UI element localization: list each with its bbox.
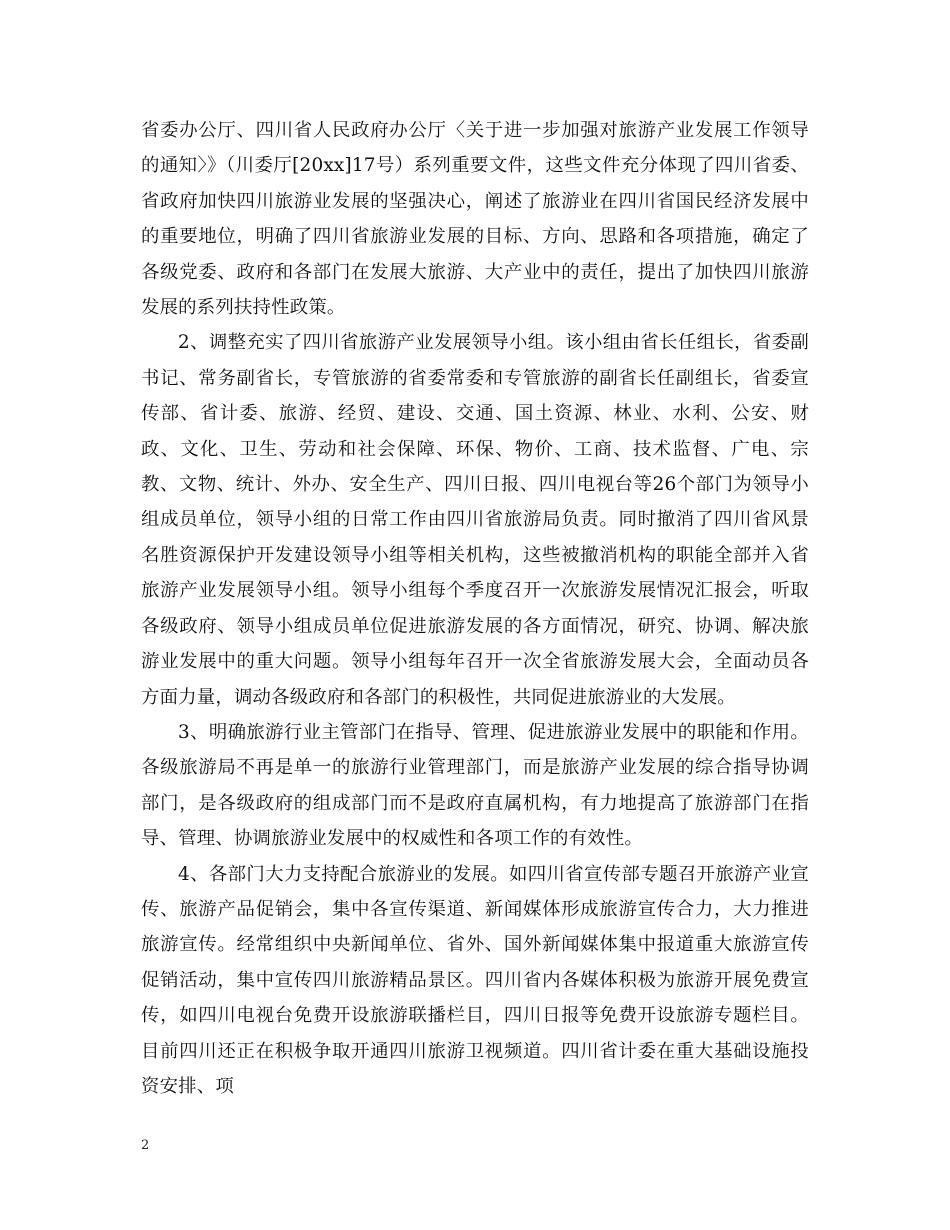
paragraph-department-support: 4、各部门大力支持配合旅游业的发展。如四川省宣传部专题召开旅游产业宣传、旅游产品促销会，集中各宣传渠道、新闻媒体形成旅游宣传合力，大力推进旅游宣传。经常组织中央新闻单位、省外、国外新闻媒体集中报道重大旅游宣传促销活动，集中宣传四川旅游精品景区。四川省内各媒体积极为旅游开展免费宣传，如四川电视台免费开设旅游联播栏目，四川日报等免费开设旅游专题栏目。目前四川还正在积极争取开通四川旅游卫视频道。四川省计委在重大基础设施投资安排、项 [141, 863, 809, 1097]
paragraph-leadership-group: 2、调整充实了四川省旅游产业发展领导小组。该小组由省长任组长，省委副书记、常务副省长，专管旅游的省委常委和专管旅游的副省长任副组长，省委宣传部、省计委、旅游、经贸、建设、交通、国土资源、林业、水利、公安、财政、文化、卫生、劳动和社会保障、环保、物价、工商、技术监督、广电、宗教、文物、统计、外办、安全生产、四川日报、四川电视台等26个部门为领导小组成员单位，领导小组的日常工作由四川省旅游局负责。同时撤消了四川省风景名胜资源保护开发建设领导小组等相关机构，这些被撤消机构的职能全部并入省旅游产业发展领导小组。领导小组每个季度召开一次旅游发展情况汇报会，听取各级政府、领导小组成员单位促进旅游发展的各方面情况，研究、协调、解决旅游业发展中的重大问题。领导小组每年召开一次全省旅游发展大会，全面动员各方面力量，调动各级政府和各部门的积极性，共同促进旅游业的大发展。 [141, 332, 809, 708]
paragraph-continuation: 省委办公厅、四川省人民政府办公厅〈关于进一步加强对旅游产业发展工作领导的通知〉》（川委厅[20xx]17号）系列重要文件，这些文件充分体现了四川省委、省政府加快四川旅游业发展的坚强决心，阐述了旅游业在四川省国民经济发展中的重要地位，明确了四川省旅游业发展的目标、方向、思路和各项措施，确定了各级党委、政府和各部门在发展大旅游、大产业中的责任，提出了加快四川旅游发展的系列扶持性政策。 [141, 120, 809, 319]
paragraph-department-role: 3、明确旅游行业主管部门在指导、管理、促进旅游业发展中的职能和作用。各级旅游局不再是单一的旅游行业管理部门，而是旅游产业发展的综合指导协调部门，是各级政府的组成部门而不是政府直属机构，有力地提高了旅游部门在指导、管理、协调旅游业发展中的权威性和各项工作的有效性。 [141, 721, 809, 850]
body-text [141, 113, 809, 1104]
page-number: 2 [141, 1138, 150, 1153]
